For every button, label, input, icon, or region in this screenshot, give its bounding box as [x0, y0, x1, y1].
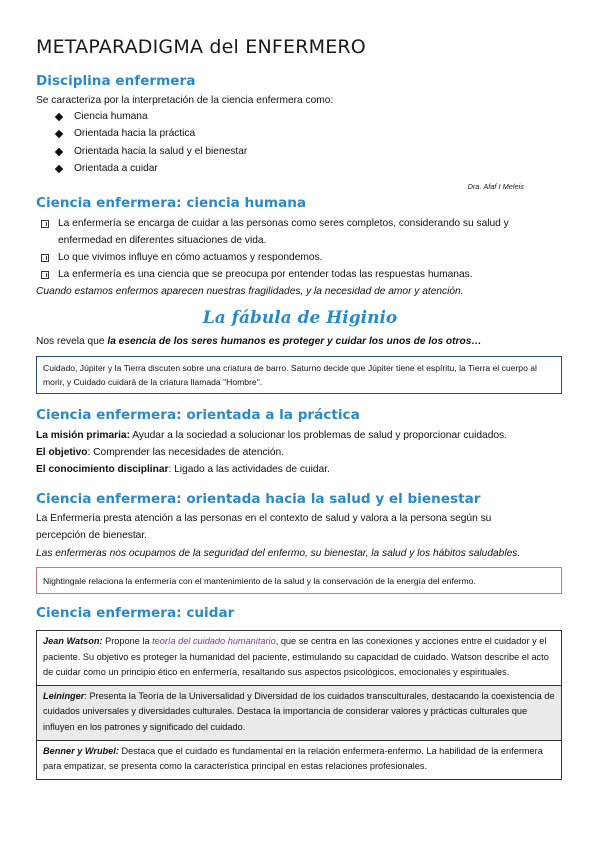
- fable-lead: Nos revela que la esencia de los seres humanos es proteger y cuidar los unos de los otros…: [36, 336, 482, 347]
- diamond-bullet-icon: [55, 147, 63, 155]
- square-bullet-icon: [41, 220, 49, 228]
- square-bullet-icon: [41, 271, 49, 279]
- objetivo-row: El objetivo: Comprender las necesidades de atención.: [36, 447, 285, 458]
- nightingale-box: Nightingale relaciona la enfermería con el mantenimiento de la salud y la conservación de la energía del enfermo.: [36, 567, 562, 594]
- diamond-bullet-icon: [55, 112, 63, 120]
- theory-link[interactable]: teoría del cuidado humanitario: [152, 636, 276, 646]
- heading-ciencia-humana: Ciencia enfermera: ciencia humana: [36, 195, 307, 211]
- list-item: Lo que vivimos influye en cómo actuamos y respondemos.: [36, 249, 556, 266]
- list-item: La enfermería se encarga de cuidar a las personas como seres completos, considerando su salud y enfermedad en diferentes situaciones de vida.: [36, 215, 556, 249]
- heading-practica: Ciencia enfermera: orientada a la práctica: [36, 407, 360, 423]
- intro-text: Se caracteriza por la interpretación de la ciencia enfermera como:: [36, 95, 334, 106]
- note-text: Cuando estamos enfermos aparecen nuestras fragilidades, y la necesidad de amor y atención.: [36, 286, 464, 297]
- salud-text: La Enfermería presta atención a las personas en el contexto de salud y valora a la persona según su percepción de bienestar.: [36, 513, 492, 541]
- fable-title: La fábula de Higinio: [202, 308, 398, 328]
- heading-salud: Ciencia enfermera: orientada hacia la salud y el bienestar: [36, 491, 481, 507]
- bullet-list: [56, 108, 247, 178]
- author-credit: Dra. Afaf I Meleis: [467, 182, 524, 191]
- page-title: METAPARADIGMA del ENFERMERO: [36, 36, 366, 58]
- list-item: Orientada a cuidar: [56, 160, 247, 177]
- watson-cell: Jean Watson: Propone la teoría del cuidado humanitario, que se centra en las conexiones y acciones entre el cuidador y el paciente. Su objetivo es proteger la humanidad del paciente, estimulando su capacidad de cuidado. Watson describe el acto de cuidar como un principio ético en enfermería, resaltando sus aspectos psicológicos, emocionales y espirituales.: [36, 630, 562, 686]
- theorists-table: [36, 630, 562, 780]
- mision-row: La misión primaria: Ayudar a la sociedad a solucionar los problemas de salud y proporcionar cuidados.: [36, 430, 507, 441]
- leininger-cell: Leininger: Presenta la Teoría de la Universalidad y Diversidad de los cuidados transculturales, destacando la coexistencia de cuidados universales y diversidades culturales. Destaca la importancia de considerar valores y prácticas culturales que influyen en los patrones y significado del cuidado.: [36, 686, 562, 741]
- list-item: La enfermería es una ciencia que se preocupa por entender todas las respuestas humanas.: [36, 266, 556, 283]
- list-item: Orientada hacia la salud y el bienestar: [56, 143, 247, 160]
- heading-cuidar: Ciencia enfermera: cuidar: [36, 605, 235, 621]
- list-item: Ciencia humana: [56, 108, 247, 125]
- salud-note: Las enfermeras nos ocupamos de la seguridad del enfermo, su bienestar, la salud y los hábitos saludables.: [36, 548, 521, 559]
- fable-box: Cuidado, Júpiter y la Tierra discuten sobre una criatura de barro. Saturno decide que Júpiter tiene el espíritu, la Tierra el cuerpo al morir, y Cuidado cuidará de la criatura llamada "Hombre".: [36, 356, 562, 394]
- checkbox-list: [36, 215, 556, 283]
- diamond-bullet-icon: [55, 130, 63, 138]
- square-bullet-icon: [41, 254, 49, 262]
- diamond-bullet-icon: [55, 165, 63, 173]
- heading-disciplina: Disciplina enfermera: [36, 73, 196, 89]
- conocimiento-row: El conocimiento disciplinar: Ligado a las actividades de cuidar.: [36, 464, 330, 475]
- benner-cell: Benner y Wrubel: Destaca que el cuidado es fundamental en la relación enfermera-enfermo. La habilidad de la enfermera para empatizar, se presenta como la característica principal en estas relaciones profesionales.: [36, 741, 562, 780]
- list-item: Orientada hacia la práctica: [56, 125, 247, 142]
